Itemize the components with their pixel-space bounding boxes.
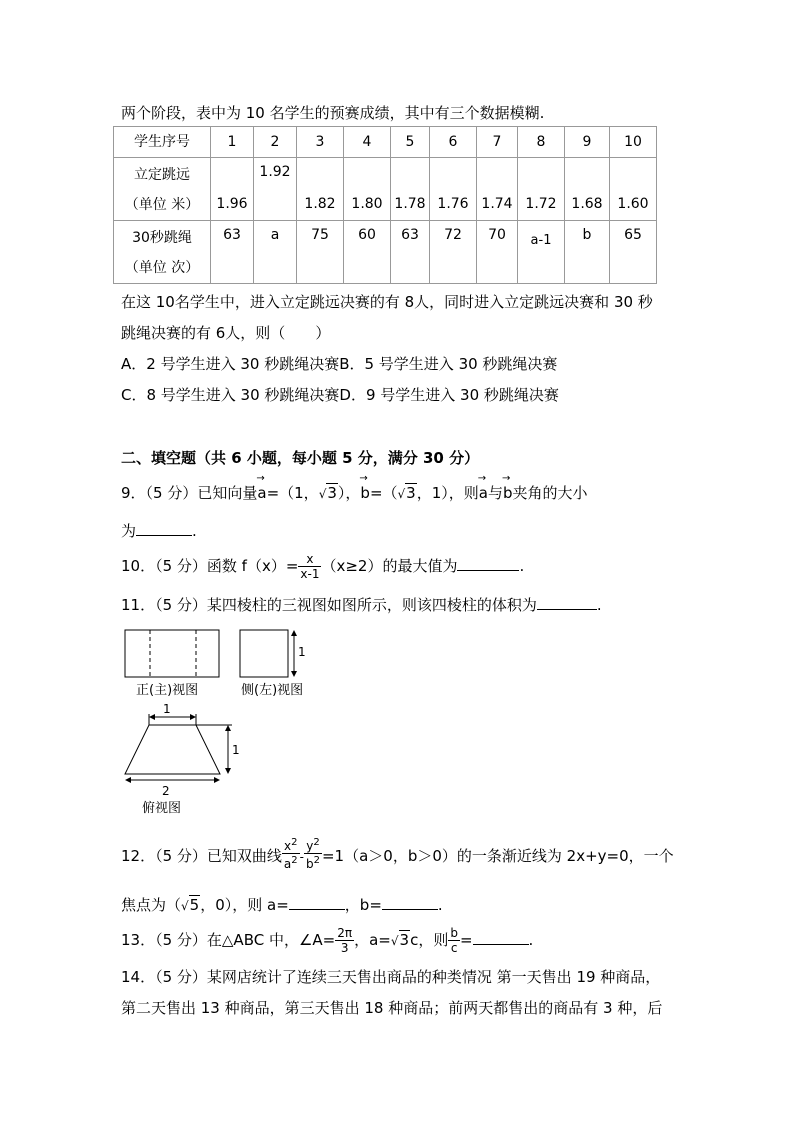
q8-options-cd — [121, 384, 559, 405]
id-cell: 7 — [477, 127, 518, 158]
exp: 2 — [313, 837, 320, 848]
q13-eq: = — [459, 931, 473, 949]
fraction-angle — [335, 926, 354, 955]
fraction-x2 — [282, 836, 300, 871]
jump-value: 1.72 — [525, 196, 557, 212]
id-cell: 6 — [430, 127, 477, 158]
q13-mid: ，a= — [354, 931, 391, 949]
side-view-label: 侧(左)视图 — [241, 683, 304, 698]
front-view-label: 正(主)视图 — [136, 683, 199, 698]
id-cell: 1 — [211, 127, 254, 158]
id-cell: 3 — [297, 127, 344, 158]
answer-blank[interactable] — [457, 556, 519, 571]
option-b[interactable]: B．5 号学生进入 30 秒跳绳决赛 — [339, 355, 558, 373]
q9-end: ，1），则 — [416, 484, 479, 502]
depth-dim-label: 1 — [232, 743, 240, 757]
vector-b2: → b — [503, 484, 513, 502]
q8-options-ab — [121, 353, 557, 374]
rope-value: 63 — [401, 227, 419, 243]
jump-value: 1.76 — [437, 196, 469, 212]
id-cell: 8 — [518, 127, 565, 158]
q11-text: 11．（5 分）某四棱柱的三视图如图所示，则该四棱柱的体积为 — [121, 596, 537, 614]
side-view-rect — [240, 630, 288, 677]
jump-label-line1: 立定跳远 — [134, 167, 190, 183]
jump-value: 1.82 — [304, 196, 336, 212]
rope-value: 75 — [311, 227, 329, 243]
q10-prefix: 10．（5 分）函数 f（x）= — [121, 557, 299, 575]
exp: 2 — [291, 855, 298, 866]
answer-blank-a[interactable] — [289, 895, 345, 910]
vector-a2: → a — [479, 484, 488, 502]
top-view-label: 俯视图 — [142, 801, 182, 816]
jump-label-line2: （单位 米） — [124, 197, 200, 213]
q9-prefix: 9．（5 分）已知向量 — [121, 484, 258, 502]
q12-line2c: ，b= — [344, 896, 382, 914]
top-dim-label: 1 — [163, 702, 171, 716]
bottom-dim-label: 2 — [162, 784, 170, 798]
q11: 11．（5 分）某四棱柱的三视图如图所示，则该四棱柱的体积为 . — [121, 596, 602, 614]
q10-suffix: （x≥2）的最大值为 — [321, 557, 458, 575]
fraction-denominator: x-1 — [300, 567, 320, 581]
q9-line1: 9．（5 分）已知向量→ a=（1，√3），→ b=（√3，1），则→ a与→ b夹角的大小 — [121, 482, 588, 503]
q12-line2b: ，0），则 a= — [200, 896, 289, 914]
exp: 2 — [313, 855, 320, 866]
rope-value: 63 — [223, 227, 241, 243]
q9-mid: ）， — [337, 484, 361, 502]
rope-value: 70 — [488, 227, 506, 243]
answer-blank-b[interactable] — [382, 895, 438, 910]
id-cell: 5 — [391, 127, 430, 158]
q9-line2-text: 为 — [121, 522, 137, 540]
jump-value: 1.92 — [259, 164, 291, 180]
answer-blank[interactable] — [136, 521, 192, 536]
fraction-bc — [448, 926, 460, 955]
side-dim-label: 1 — [298, 645, 306, 659]
q12-line2: 焦点为（√5，0），则 a= ，b= . — [121, 896, 443, 914]
var-a: a — [283, 857, 292, 871]
q9-line2: 为 . — [121, 522, 197, 540]
three-views-figure — [110, 622, 330, 822]
jump-label — [114, 158, 211, 221]
vector-a: → a — [257, 484, 266, 502]
q9-tail: 夹角的大小 — [512, 484, 588, 502]
angle-num: 2π — [337, 926, 353, 940]
id-cell: 4 — [344, 127, 391, 158]
var-y: y — [306, 839, 314, 853]
rope-label-line1: 30秒跳绳 — [132, 230, 192, 246]
sqrt-3: 3 — [327, 484, 337, 502]
bc-num: b — [450, 926, 458, 940]
q10: 10．（5 分）函数 f（x）= $\frac{x}{x-1}$ （x≥2）的最大值为 . — [121, 552, 525, 581]
q8-line1: 在这 10名学生中，进入立定跳远决赛的有 8人，同时进入立定跳远决赛和 30 秒 — [121, 293, 653, 311]
intro-text: 两个阶段，表中为 10 名学生的预赛成绩，其中有三个数据模糊. — [121, 104, 545, 122]
answer-blank[interactable] — [537, 595, 597, 610]
q12-line2a: 焦点为（ — [121, 896, 182, 914]
q14-line1: 14．（5 分）某网店统计了连续三天售出商品的种类情况 第一天售出 19 种商品， — [121, 968, 661, 986]
jump-value: 1.74 — [481, 196, 513, 212]
rope-value: 60 — [358, 227, 376, 243]
q12-prefix: 12．（5 分）已知双曲线 — [121, 847, 282, 865]
fraction — [298, 552, 321, 581]
rope-label — [114, 221, 211, 284]
fraction-numerator: x — [298, 552, 321, 567]
section-title: 二、填空题（共 6 小题，每小题 5 分，满分 30 分） — [121, 449, 480, 467]
option-d[interactable]: D．9 号学生进入 30 秒跳绳决赛 — [339, 386, 559, 404]
jump-value: 1.60 — [617, 196, 649, 212]
sqrt-3c: 3 — [399, 931, 410, 949]
q9-yu: 与 — [487, 484, 503, 502]
jump-value: 1.68 — [571, 196, 603, 212]
var-b: b — [305, 857, 314, 871]
exp: 2 — [291, 837, 298, 848]
header-label: 学生序号 — [114, 127, 211, 158]
rope-label-line2: （单位 次） — [124, 260, 200, 276]
fraction-y2 — [304, 836, 322, 871]
rope-value: a-1 — [530, 233, 552, 248]
q13-c: c，则 — [410, 931, 449, 949]
rope-value: b — [582, 227, 592, 243]
q12-line1: 12．（5 分）已知双曲线 $\frac{x^2}{a^2}$ - $\frac{y^2}{b^2}$ =1（a＞0，b＞0）的一条渐近线为 2x+y=0，一个 — [121, 837, 674, 871]
q14-line2: 第二天售出 13 种商品，第三天售出 18 种商品；前两天都售出的商品有 3 种，后 — [121, 999, 663, 1017]
q13-prefix: 13．（5 分）在△ABC 中，∠A= — [121, 931, 336, 949]
rope-value: a — [270, 227, 280, 243]
id-cell: 9 — [565, 127, 610, 158]
var-x: x — [284, 839, 292, 853]
front-view-rect — [125, 630, 219, 677]
option-a[interactable]: A．2 号学生进入 30 秒跳绳决赛 — [121, 355, 340, 373]
q13: 13．（5 分）在△ABC 中，∠A= $\frac{2\pi}{3}$ ，a=√3c，则 $\frac{b}{c}$ = . — [121, 926, 534, 955]
q9-eq1: =（1， — [266, 484, 319, 502]
option-c[interactable]: C．8 号学生进入 30 秒跳绳决赛 — [121, 386, 340, 404]
jump-value: 1.80 — [351, 196, 383, 212]
score-table — [113, 126, 657, 284]
jump-value: 1.78 — [394, 196, 426, 212]
angle-den: 3 — [340, 941, 349, 955]
q8-line2: 跳绳决赛的有 6人，则（ ） — [121, 324, 331, 342]
id-cell: 2 — [254, 127, 297, 158]
q9-eq2: =（ — [369, 484, 398, 502]
top-view-trapezoid — [125, 725, 220, 774]
answer-blank[interactable] — [473, 930, 529, 945]
sqrt-3b: 3 — [406, 484, 416, 502]
id-cell: 10 — [610, 127, 657, 158]
jump-value: 1.96 — [216, 196, 248, 212]
rope-value: 72 — [444, 227, 462, 243]
sqrt-5: 5 — [189, 896, 200, 914]
vector-b: → b — [360, 484, 370, 502]
bc-den: c — [450, 941, 458, 955]
rope-value: 65 — [624, 227, 642, 243]
q12-mid: =1（a＞0，b＞0）的一条渐近线为 2x+y=0，一个 — [321, 847, 674, 865]
